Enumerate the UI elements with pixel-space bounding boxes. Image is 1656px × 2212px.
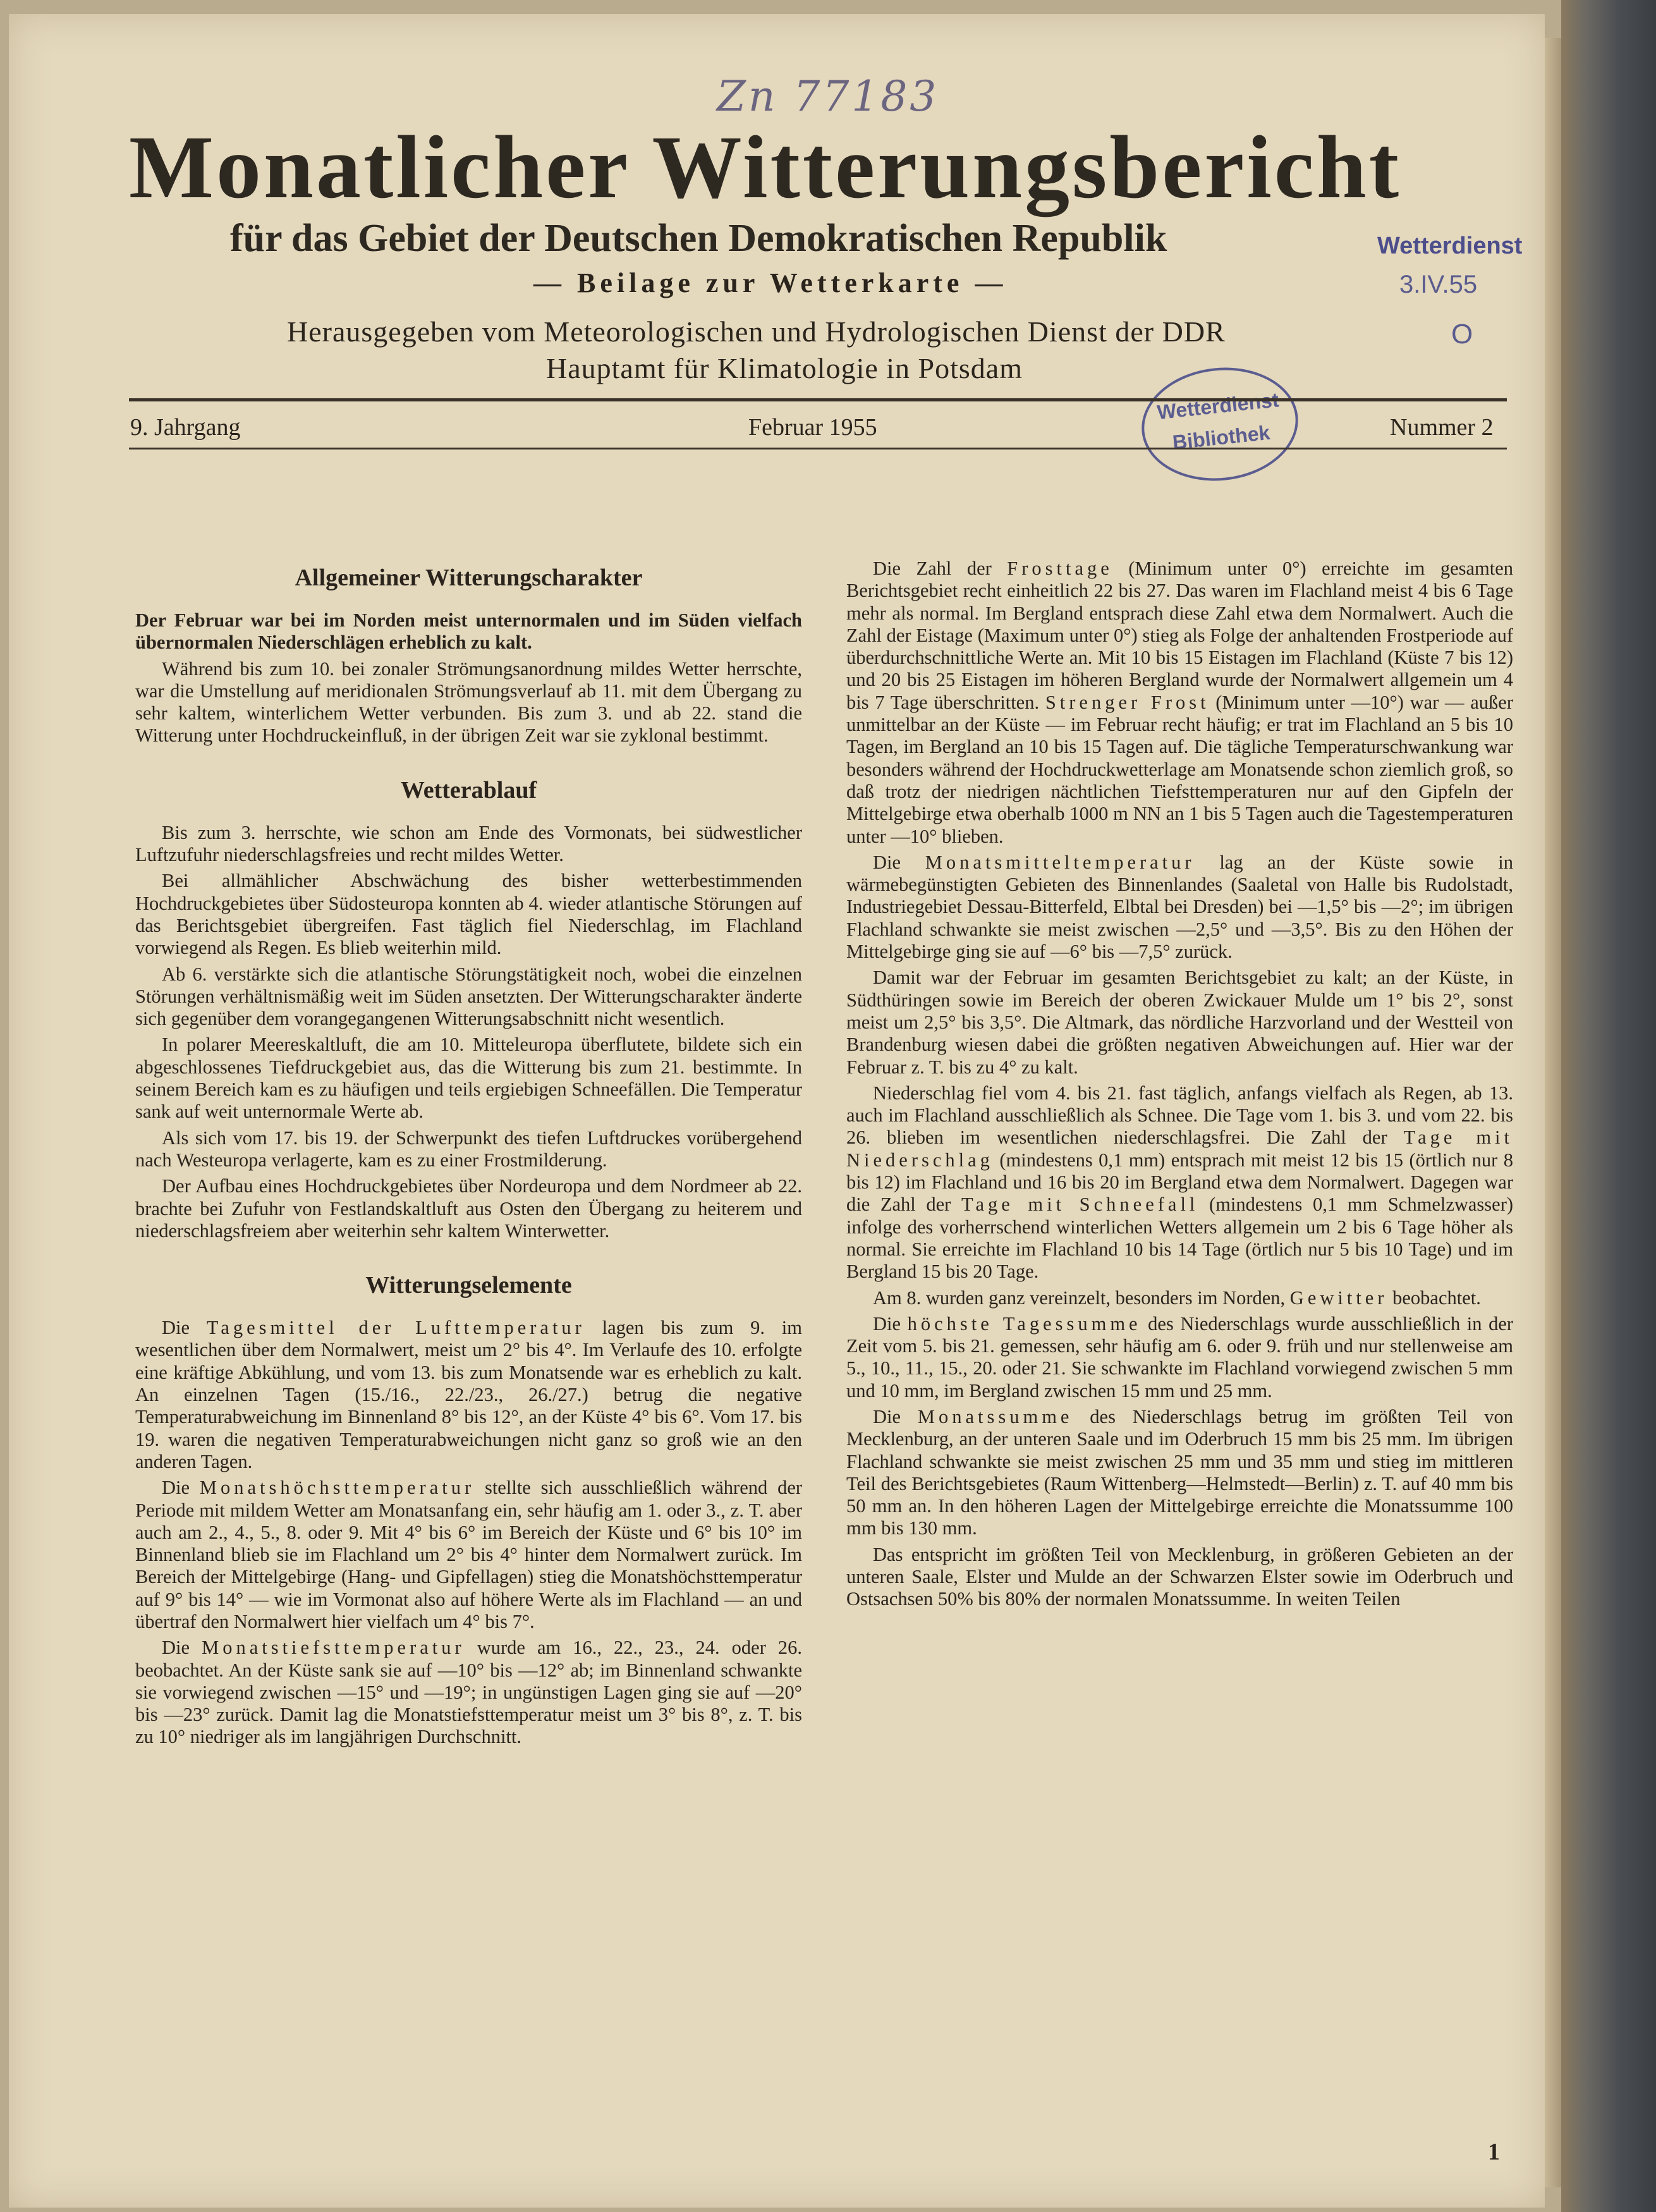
elements-paragraph-2: Die Monatshöchsttemperatur stellte sich ausschließlich während der Periode mit mildem Wetter am Monatsanfang ein, sehr häufig am 1. oder 3., z. T. aber auch am 2., 4., 5., 8. oder 9. Mit 4° bis 6° im Bereich der Küste und 6° bis 10° im Binnenland blieb sie im Flachland um 2° bis 4° hinter dem Normalwert zurück. Im Bereich der Mittelgebirge (Hang- und Gipfellagen) stieg die Monatshöchsttemperatur auf 9° bis 14° — wie im Vormonat also auf höhere Werte als im Flachland — an und übertraf den Normalwert hier vielfach um 4° bis 7°. <box>135 1477 802 1632</box>
elements-paragraph-5: Die Monatsmitteltemperatur lag an der Küste sowie in wärmebegünstigten Gebieten des Binnenlandes (Saaletal von Halle bis Rudolstadt, Industriegebiet Dessau-Bitterfeld, Elbtal bei Dresden) bei —1,5° bis —2°; im übrigen Flachland schwankte sie meist zwischen —2,5° und —3,5°. Bis zu den Höhen der Mittelgebirge ging sie auf —6° bis —7,5° zurück. <box>846 851 1513 963</box>
document-page <box>9 14 1545 2208</box>
course-paragraph-3: Ab 6. verstärkte sich die atlantische Störungstätigkeit noch, wobei die einzelnen Störungen verhältnismäßig weit im Süden ansetzten. Der Witterungscharakter änderte sich gegenüber dem vorangegangenen Witterungsabschnitt nicht wesentlich. <box>135 963 802 1030</box>
elements-paragraph-8: Am 8. wurden ganz vereinzelt, besonders im Norden, Gewitter beobachtet. <box>873 1286 1481 1309</box>
general-lead: Der Februar war bei im Norden meist unternormalen und im Süden vielfach übernormalen Niederschlägen erheblich zu kalt. <box>135 609 802 654</box>
library-stamp-line2: Bibliothek <box>1171 420 1271 454</box>
header-rule-bottom <box>129 448 1507 449</box>
elements-paragraph-4: Die Zahl der Frosttage (Minimum unter 0°) erreichte im gesamten Berichtsgebiet recht einheitlich 22 bis 27. Das waren im Flachland meist 4 bis 6 Tage mehr als normal. Im Bergland entsprach diese Zahl etwa dem Normalwert. Auch die Zahl der Eistage (Maximum unter 0°) stieg als Folge der anhaltenden Frostperiode auf überdurchschnittliche Werte an. Mit 10 bis 15 Eistagen im Flachland (Küste 7 bis 12) und 20 bis 25 Eistagen im höheren Bergland wurde der Normalwert allgemein um 4 bis 7 Tage überschritten. Strenger Frost (Minimum unter —10°) war — außer unmittelbar an der Küste — im Februar recht häufig; er trat im Flachland an 5 bis 10 Tagen, im Bergland an 10 bis 15 Tagen auf. Die tägliche Temperaturschwankung war besonders während der Hochdruckwetterlage am Monatsende schon ziemlich groß, so daß trotz der niedrigen nächtlichen Tiefsttemperaturen nur auf den Gipfeln der Mittelgebirge etwa oberhalb 1000 m NN an 1 bis 5 Tagen auch die Tagestemperaturen unter —10° blieben. <box>846 558 1513 847</box>
handwritten-note: Zn 77183 <box>717 72 939 121</box>
issue-date: Februar 1955 <box>748 414 877 441</box>
term-highest-daily-sum: höchste Tagessumme <box>907 1312 1142 1335</box>
publisher-line: Herausgegeben vom Meteorologischen und Hydrologischen Dienst der DDR <box>287 315 1226 348</box>
elements-paragraph-10: Die Monatssumme des Niederschlags betrug im größten Teil von Mecklenburg, an der unteren Saale und im Oderbruch 15 mm bis 25 mm. Im übrigen Flachland schwankte sie meist zwischen 25 mm und 35 mm und stieg im mittleren Teil des Berichtsgebietes (Raum Wittenberg—Helmstedt—Berlin) z. T. auf 40 mm bis 50 mm an. In den höheren Lagen der Mittelgebirge erreichte die Monatssumme 100 mm bis 130 mm. <box>846 1405 1513 1539</box>
term-monthly-sum: Monatssumme <box>917 1405 1073 1427</box>
elements-paragraph-9: Die höchste Tagessumme des Niederschlags wurde ausschließlich in der Zeit vom 5. bis 21. gemessen, sehr häufig am 6. oder 9. früh und nur stellenweise am 5., 10., 11., 15., 20. oder 21. Sie schwankte im Flachland vorwiegend zwischen 5 mm und 10 mm, im Bergland zwischen 15 mm und 25 mm. <box>846 1312 1513 1402</box>
course-paragraph-4: In polarer Meereskaltluft, die am 10. Mitteleuropa überflutete, bildete sich ein abgeschlossenes Tiefdruckgebiet aus, das die Witterung bis zum 21. bestimmte. In seinem Bereich kam es zu häufigen und teils ergiebigen Schneefällen. Die Temperatur sank auf weit unternormale Werte ab. <box>135 1034 802 1123</box>
section-heading-course: Wetterablauf <box>400 776 537 804</box>
course-paragraph-6: Der Aufbau eines Hochdruckgebietes über Nordeuropa und dem Nordmeer ab 22. brachte bei Zufuhr von Festlandskaltluft aus Osten den Übergang zu heiterem und niederschlagsfreiem aber weiterhin sehr kaltem Winterwetter. <box>135 1175 802 1242</box>
term-precipitation-days: Tage mit Niederschlag <box>846 1127 1513 1171</box>
term-daily-mean-temperature: Tagesmittel der Lufttemperatur <box>206 1317 585 1339</box>
term-frost-days: Frosttage <box>1007 558 1113 579</box>
left-column <box>135 558 802 2087</box>
book-spine <box>1561 0 1656 2212</box>
right-column <box>846 558 1513 2087</box>
received-stamp-label: Wetterdienst <box>1377 233 1523 259</box>
term-thunderstorms: Gewitter <box>1289 1286 1388 1309</box>
course-paragraph-1: Bis zum 3. herrschte, wie schon am Ende des Vormonats, bei südwestlicher Luftzufuhr niederschlagsfreies und recht mildes Wetter. <box>135 821 802 866</box>
page-title: Monatlicher Witterungsbericht <box>129 117 1402 217</box>
supplement-line: — Beilage zur Wetterkarte — <box>533 267 1008 298</box>
page-subtitle: für das Gebiet der Deutschen Demokratischen Republik <box>230 217 1167 260</box>
page-number: 1 <box>1488 2139 1500 2165</box>
section-heading-general: Allgemeiner Witterungscharakter <box>295 565 643 591</box>
library-stamp-line1: Wetterdienst <box>1156 388 1280 424</box>
course-paragraph-5: Als sich vom 17. bis 19. der Schwerpunkt des tiefen Luftdruckes vorübergehend nach Westeuropa verlagerte, kam es zu einer Frostmilderung. <box>135 1127 802 1171</box>
issue-number: Nummer 2 <box>1390 414 1494 441</box>
term-snowfall-days: Tage mit Schneefall <box>961 1194 1199 1216</box>
section-heading-elements: Witterungselemente <box>365 1272 572 1299</box>
term-severe-frost: Strenger Frost <box>1045 691 1210 713</box>
term-monthly-min-temperature: Monatstiefsttemperatur <box>202 1637 465 1659</box>
term-monthly-max-temperature: Monatshöchsttemperatur <box>199 1477 475 1499</box>
course-paragraph-2: Bei allmählicher Abschwächung des bisher wetterbestimmenden Hochdruckgebietes über Südosteuropa konnten ab 4. wieder atlantische Störungen auf das Berichtsgebiet übergreifen. Fast täglich fiel Niederschlag, im Flachland vorwiegend als Regen. Es blieb weiterhin mild. <box>135 870 802 959</box>
publisher-office-line: Hauptamt für Klimatologie in Potsdam <box>546 352 1023 384</box>
issue-volume: 9. Jahrgang <box>130 414 241 441</box>
received-stamp-date: 3.IV.55 <box>1399 271 1478 298</box>
term-monthly-mean-temperature: Monatsmitteltemperatur <box>925 851 1195 873</box>
library-stamp <box>1136 360 1303 489</box>
general-paragraph: Während bis zum 10. bei zonaler Strömungsanordnung mildes Wetter herrschte, war die Umstellung auf meridionalen Strömungsverlauf ab 11. mit dem Übergang zu sehr kaltem, winterlichem Wetter verbunden. Bis zum 3. und ab 22. stand die Witterung unter Hochdruckeinfluß, in der übrigen Zeit war sie zyklonal bestimmt. <box>135 657 802 747</box>
elements-paragraph-7: Niederschlag fiel vom 4. bis 21. fast täglich, anfangs vielfach als Regen, ab 13. auch im Flachland ausschließlich als Schnee. Die Tage vom 1. bis 3. und vom 22. bis 26. blieben im wesentlichen niederschlagsfrei. Die Zahl der Tage mit Niederschlag (mindestens 0,1 mm) entsprach mit meist 12 bis 15 (örtlich nur 8 bis 12) im Flachland und 16 bis 20 im Bergland etwa dem Normalwert. Dagegen war die Zahl der Tage mit Schneefall (mindestens 0,1 mm Schmelzwasser) infolge des vorherrschend winterlichen Wetters allgemein um 2 bis 6 Tage höher als normal. Sie erreichte im Flachland 10 bis 14 Tage (örtlich nur 5 bis 10 Tage) und im Bergland 15 bis 20 Tage. <box>846 1082 1513 1283</box>
header-rule-top <box>129 398 1507 401</box>
elements-paragraph-1: Die Tagesmittel der Lufttemperatur lagen bis zum 9. im wesentlichen über dem Normalwert, meist um 2° bis 4°. Im Verlaufe des 10. erfolgte eine kräftige Abkühlung, und vom 13. bis zum Monatsende war es erheblich zu kalt. An einzelnen Tagen (15./16., 22./23., 26./27.) betrug die negative Temperaturabweichung im Binnenland 8° bis 12°, an der Küste 4° bis 6°. Vom 17. bis 19. waren die negativen Temperaturabweichungen nicht ganz so groß wie an den anderen Tagen. <box>135 1317 802 1472</box>
elements-paragraph-3: Die Monatstiefsttemperatur wurde am 16., 22., 23., 24. oder 26. beobachtet. An der Küste sank sie auf —10° bis —12° ab; im Binnenland schwankte sie vorwiegend zwischen —15° und —19°; in ungünstigen Lagen ging sie auf —20° bis —23° zurück. Damit lag die Monatstiefsttemperatur meist um 3° bis 8°, z. T. bis zu 10° niedriger als im langjährigen Durchschnitt. <box>135 1637 802 1748</box>
received-stamp-mark: O <box>1451 319 1473 350</box>
page-edge <box>1542 38 1561 2187</box>
elements-paragraph-11: Das entspricht im größten Teil von Mecklenburg, in größeren Gebieten an der unteren Saale, Elster und Mulde an der Schwarzen Elster sowie im Oderbruch und Ostsachsen 50% bis 80% der normalen Monatssumme. In weiten Teilen <box>846 1543 1513 1610</box>
elements-paragraph-6: Damit war der Februar im gesamten Berichtsgebiet zu kalt; an der Küste, in Südthüringen sowie im Bereich der oberen Zwickauer Mulde um 1° bis 2°, sonst meist um 2,5° bis 3,5°. Die Altmark, das nördliche Harzvorland und der Westteil von Brandenburg wiesen dabei die größten negativen Abweichungen auf. Hier war der Februar z. T. bis zu 4° zu kalt. <box>846 967 1513 1078</box>
